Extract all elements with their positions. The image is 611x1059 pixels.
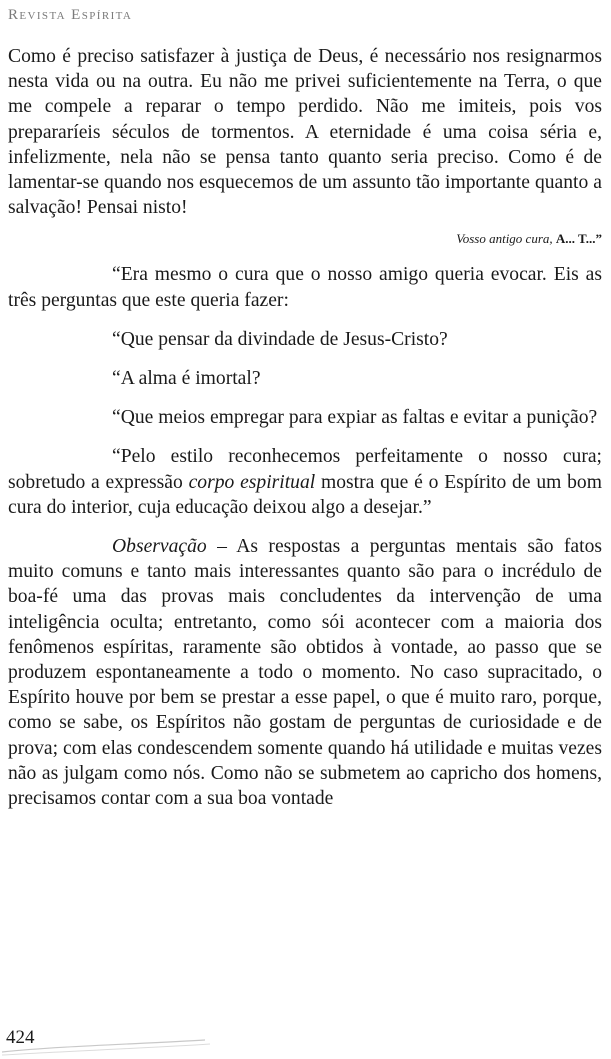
signature (8, 230, 602, 248)
observation-label: Observação (112, 536, 207, 558)
page-number: 424 (6, 1027, 35, 1048)
paragraph-message: Como é preciso satisfazer à justiça de Deus, é necessário nos resignarmos nesta vida ou na outra. Eu não me privei suficientemente na Terra, o que me compele a reparar o tempo perdido. Não me imiteis, pois vos prepararíeis séculos de tormentos. A eternidade é uma coisa séria e, infelizmente, nela não se pensa tanto quanto seria preciso. Como é de lamentar-se quando nos esquecemos de um assunto tão importante quanto a salvação! Pensai nisto! (8, 46, 602, 219)
observation-text: – As respostas a perguntas mentais são fatos muito comuns e tanto mais interessantes quanto são para o incrédulo de boa-fé uma das provas mais concludentes da intervenção de uma inteligência oculta; entretanto, como sói acontecer com a maioria dos fenômenos espíritas, raramente são obtidos à vontade, ao passo que se produzem espontaneamente a todo o momento. No caso supracitado, o Espírito houve por bem se prestar a esse papel, o que é muito raro, porque, como se sabe, os Espíritos não gostam de perguntas de curiosidade e de prova; com elas condescendem somente quando há utilidade e muitas vezes não as julgam como nós. Como não se submetem ao capricho dos homens, precisamos contar com a sua boa vontade (8, 536, 602, 810)
paragraph-intro: “Era mesmo o cura que o nosso amigo queria evocar. Eis as três perguntas que este queria fazer: (8, 264, 602, 311)
paragraph-style-after: mostra que é o Espírito de um bom cura do interior, cuja educação deixou algo a desejar.” (8, 471, 602, 518)
footer-swoosh-decoration (0, 1024, 611, 1059)
signature-name: A... T...” (555, 231, 602, 247)
signature-prefix: Vosso antigo cura, (456, 231, 553, 247)
paragraph-observation (8, 534, 602, 811)
question-3: “Que meios empregar para expiar as faltas e evitar a punição? (112, 407, 598, 429)
page-footer (0, 1024, 611, 1059)
page-body (8, 44, 602, 811)
term-corpo-espiritual: corpo espiritual (188, 471, 316, 493)
question-2: “A alma é imortal? (112, 368, 261, 390)
paragraph-style (8, 444, 602, 520)
question-1: “Que pensar da divindade de Jesus-Cristo? (112, 328, 448, 350)
running-header: Revista Espírita (8, 7, 133, 23)
paragraph-style-before: “Pelo estilo reconhecemos perfeitamente o nosso cura; sobretudo a expressão (8, 446, 602, 493)
